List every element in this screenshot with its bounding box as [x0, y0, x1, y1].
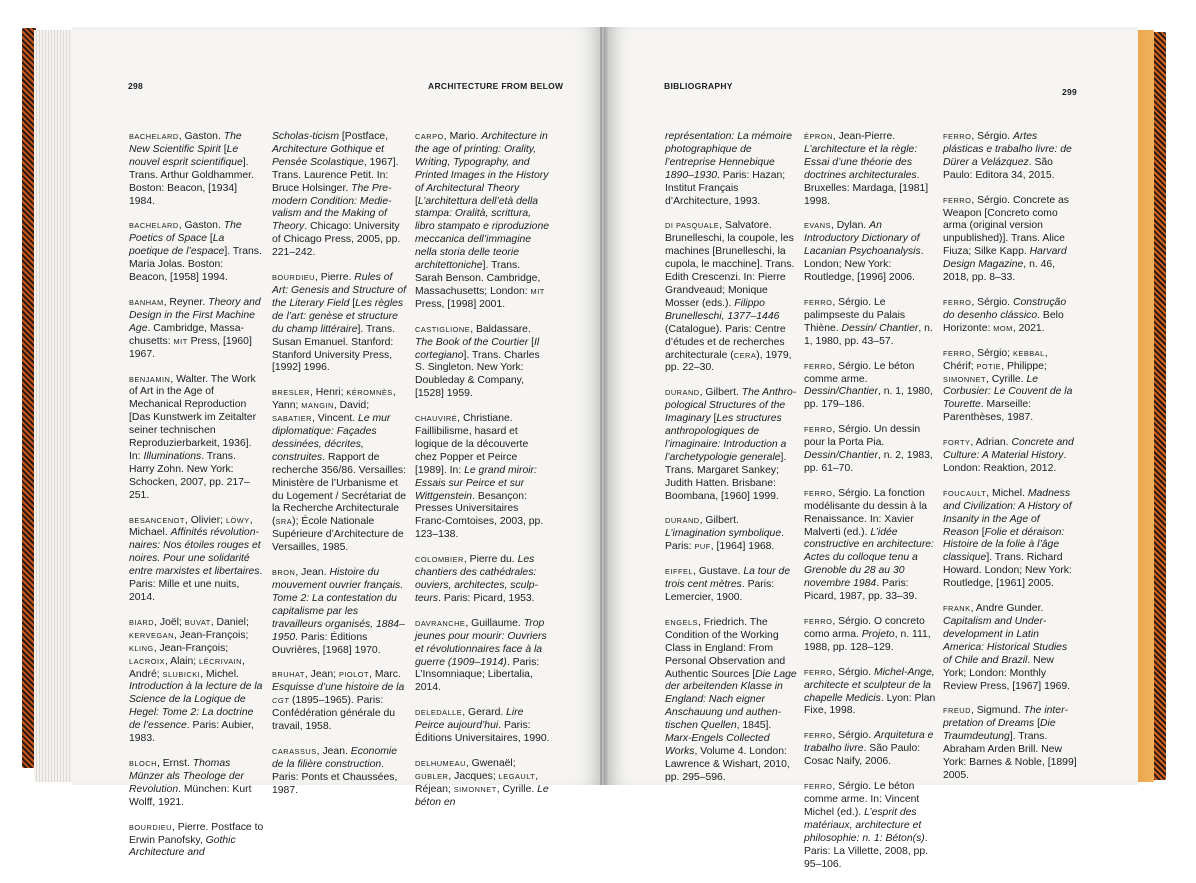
page-number-right: 299 — [1062, 87, 1078, 97]
bibliography-entry: FERRO, Sérgio. Artes plásticas e trabalho livre: de Dürer a Velázquez. São Paulo: Editora 34, 2015. — [943, 131, 1072, 181]
left-column-2 — [272, 131, 407, 810]
bibliography-entry: EVANS, Dylan. An Introductory Dictionary of Lacanian Psychoanalysis. London; New York: Routledge, [1996] 2006. — [804, 220, 924, 284]
bibliography-entry: BRUHAT, Jean; PIOLOT, Marc. Esquisse d’une histoire de la CGT (1895–1965). Paris: Confédération générale du travail, 1958. — [272, 669, 405, 733]
bibliography-entry: DAVRANCHE, Guillaume. Trop jeunes pour mourir: Ouvriers et révolutionnaires face à la guerre (1909–1914). Paris: L’Insomniaque; Libertalia, 2014. — [415, 617, 547, 694]
bibliography-entry: CHAUVIRÉ, Christiane. Faillibilisme, hasard et logique de la découverte chez Popper et Peirce [1989]. In: Le grand miroir: Essais sur Peirce et sur Wittgenstein. Besançon: Presses Universitaires Franc-Comtoises, 2003, pp. 123–138. — [415, 413, 544, 541]
bibliography-entry: BRON, Jean. Histoire du mouvement ouvrier français. Tome 2: La contestation du capitalisme par les travailleurs organisés, 1884–1950. Paris: Éditions Ouvrières, [1968] 1970. — [272, 567, 405, 656]
page-number-left: 298 — [128, 81, 144, 91]
bibliography-entry: BESANCENOT, Olivier; LÖWY, Michael. Affinités révolutionnaires: Nos étoiles rouges et noires. Pour une solidarité entre marxistes et libertaires. Paris: Mille et une nuits, 2014. — [129, 514, 263, 603]
bibliography-entry: BACHELARD, Gaston. The New Scientific Spirit [Le nouvel esprit scientifique]. Trans. Arthur Goldhammer. Boston: Beacon, [1934] 1984. — [129, 131, 254, 207]
bibliography-entry: FORTY, Adrian. Concrete and Culture: A Material History. London: Reaktion, 2012. — [943, 437, 1074, 474]
bibliography-entry: CARASSUS, Jean. Economie de la filière construction. Paris: Ponts et Chaussées, 1987. — [272, 745, 398, 796]
right-column-1 — [665, 131, 800, 797]
running-head-left: ARCHITECTURE FROM BELOW — [428, 81, 564, 91]
bibliography-entry: BLOCH, Ernst. Thomas Münzer als Theologe der Revolution. München: Kurt Wolff, 1921. — [129, 757, 252, 808]
bibliography-entry: BRESLER, Henri; KÉROMNÈS, Yann; MANGIN, David; SABATIER, Vincent. Le mur diplomatique: Façades dessinées, décrites, construites. Rapport de recherche 356/86. Versailles: Ministère de l’Urbanisme et du Logement / Secrétariat de la Recherche Architecturale (SRA); École Nationale Supérieure d’Architecture de Versailles, 1985. — [272, 387, 407, 554]
bibliography-entry: DELHUMEAU, Gwenaël; GUBLER, Jacques; LEGAULT, Réjean; SIMONNET, Cyrille. Le béton en — [415, 757, 549, 808]
bibliography-entry: FERRO, Sérgio; KEBBAL, Chérif; POTIE, Philippe; SIMONNET, Cyrille. Le Corbusier: Le Couvent de la Tourette. Marseille: Parenthèses, 1987. — [943, 347, 1073, 424]
bibliography-entry: FOUCAULT, Michel. Madness and Civilization: A History of Insanity in the Age of Reason [Folie et déraison: Histoire de la folie à l’âge classique]. Trans. Richard Howard. London; New York: Routledge, [1961] 2005. — [943, 487, 1072, 590]
bibliography-entry: FERRO, Sérgio. O concreto como arma. Projeto, n. 111, 1988, pp. 128–129. — [804, 616, 931, 653]
bibliography-entry: DELEDALLE, Gerard. Lire Peirce aujourd’hui. Paris: Éditions Universitaires, 1990. — [415, 707, 550, 745]
bibliography-entry: ÉPRON, Jean-Pierre. L’architecture et la règle: Essai d’une théorie des doctrines architecturales. Bruxelles: Mardaga, [1981] 1998. — [804, 131, 929, 207]
bibliography-entry: BANHAM, Reyner. Theory and Design in the First Machine Age. Cambridge, Massachusetts: MIT Press, [1960] 1967. — [129, 296, 261, 360]
bibliography-entry: FERRO, Sérgio. Le béton comme arme. In: Vincent Michel (ed.). L’esprit des matériaux, architecture et philosophie: n. 1: Béton(s). Paris: La Villette, 2008, pp. 95–106. — [804, 781, 928, 870]
bibliography-entry: FERRO, Sérgio. Le béton comme arme. Dessin/Chantier, n. 1, 1980, pp. 179–186. — [804, 360, 933, 411]
bibliography-entry: DURAND, Gilbert. L’imagination symbolique. Paris: PUF, [1964] 1968. — [665, 515, 784, 553]
running-head-right: BIBLIOGRAPHY — [664, 81, 733, 91]
bibliography-entry: DURAND, Gilbert. The Anthropological Structures of the Imaginary [Les structures anthropologiques de l’imaginaire: Introduction a l’archetypologie generale]. Trans. Margaret Sankey; Judith Hatten. Brisbane: Boombana, [1960] 1999. — [665, 387, 797, 502]
left-column-3 — [415, 131, 550, 822]
bibliography-entry: FRANK, Andre Gunder. Capitalism and Underdevelopment in Latin America: Historical Studies of Chile and Brazil. New York; London: Monthly Review Press, [1967] 1969. — [943, 603, 1071, 692]
bibliography-entry: BACHELARD, Gaston. The Poetics of Space [La poetique de l’espace]. Trans. Maria Jolas. Boston: Beacon, [1958] 1994. — [129, 220, 262, 284]
bibliography-entry: CARPO, Mario. Architecture in the age of printing: Orality, Writing, Typography, and Printed Images in the History of Architectural Theory [L’architettura dell’età della stampa: Oralità, scrittura, libro stampato e riproduzione meccanica dell’immagine nella storia delle teorie architettoniche]. Trans. Sarah Benson. Cambridge, Massachusetts; London: MIT Press, [1998] 2001. — [415, 131, 549, 310]
bibliography-entry: FERRO, Sérgio. Michel-Ange, architecte et sculpteur de la chapelle Medicis. Lyon: Plan Fixe, 1998. — [804, 666, 936, 717]
bibliography-entry: COLOMBIER, Pierre du. Les chantiers des cathédrales: ouviers, architectes, sculpteurs. Paris: Picard, 1953. — [415, 554, 539, 604]
bibliography-entry: FERRO, Sérgio. Un dessin pour la Porta Pia. Dessin/Chantier, n. 2, 1983, pp. 61–70. — [804, 424, 933, 474]
bibliography-entry: DI PASQUALE, Salvatore. Brunelleschi, la coupole, les machines [Brunelleschi, la cupola, le macchine]. Trans. Edith Crescenzi. In: Pierre Grandveaud; Monique Mosser (eds.). Filippo Brunelleschi, 1377–1446 (Catalogue). Paris: Centre d’études et de recherches architecturale (CERA), 1979, pp. 22–30. — [665, 220, 795, 374]
right-column-3 — [943, 131, 1078, 795]
right-column-2 — [804, 131, 939, 883]
left-page — [72, 27, 602, 859]
bibliography-entry: EIFFEL, Gustave. La tour de trois cent mètres. Paris: Lemercier, 1900. — [665, 566, 791, 603]
bibliography-entry: CASTIGLIONE, Baldassare. The Book of the Courtier [Il cortegiano]. Trans. Charles S. Singleton. New York: Doubleday & Company, [1528] 1959. — [415, 323, 540, 400]
bibliography-entry: FERRO, Sérgio. Arquitetura e trabalho livre. São Paulo: Cosac Naify, 2006. — [804, 730, 934, 768]
bibliography-entry: FERRO, Sérgio. Construção do desenho clássico. Belo Horizonte: MOM, 2021. — [943, 296, 1067, 334]
bibliography-entry: ENGELS, Friedrich. The Condition of the Working Class in England: From Personal Observation and Authentic Sources [Die Lage der arbeitenden Klasse in England: Nach eigner Anschauung und authentischen Quellen, 1845]. Marx-Engels Collected Works, Volume 4. London: Lawrence & Wishart, 2010, pp. 295–596. — [665, 616, 797, 783]
bibliography-entry: BIARD, Joël; BUVAT, Daniel; KERVEGAN, Jean-François; KLING, Jean-François; LACROIX, Alain; LÉCRIVAIN, André; SLUBICKI, Michel. Introduction à la lecture de la Science de la Logique de Hegel: Tome 2: La doctrine de l’essence. Paris: Aubier, 1983. — [129, 616, 263, 745]
bibliography-entry: FERRO, Sérgio. Le palimpseste du Palais Thiène. Dessin/ Chantier, n. 1, 1980, pp. 43–57. — [804, 296, 933, 347]
bibliography-entry: BENJAMIN, Walter. The Work of Art in the Age of Mechanical Reproduction [Das Kunstwerk im Zeitalter seiner technischen Reproduzierbarkeit, 1936]. In: Illuminations. Trans. Harry Zohn. New York: Schocken, 2007, pp. 217–251. — [129, 373, 257, 501]
bibliography-entry: BOURDIEU, Pierre. Rules of Art: Genesis and Structure of the Literary Field [Les règles de l’art: genèse et structure du champ littéraire]. Trans. Susan Emanuel. Stanford: Stanford University Press, [1992] 1996. — [272, 272, 406, 374]
bibliography-entry: représentation: La mémoire photographique de l’entreprise Hennebique 1890–1930. Paris: Hazan; Institut Français d’Architecture, 1993. — [665, 131, 793, 207]
bibliography-entry: Scholas-ticism [Postface, Architecture Gothique et Pensée Scolastique, 1967]. Trans. Laurence Petit. In: Bruce Holsinger. The Premodern Condition: Medievalism and the Making of Theory. Chicago: University of Chicago Press, 2005, pp. 221–242. — [272, 131, 401, 259]
bibliography-entry: BOURDIEU, Pierre. Postface to Erwin Panofsky, Gothic Architecture and — [129, 821, 264, 859]
bibliography-entry: FREUD, Sigmund. The interpretation of Dreams [Die Traumdeutung]. Trans. Abraham Arden Brill. New York: Barnes & Noble, [1899] 2005. — [943, 705, 1077, 781]
bibliography-entry: FERRO, Sérgio. Concrete as Weapon [Concreto como arma (original version unpublished)]. Trans. Alice Fiuza; Silke Kapp. Harvard Design Magazine, n. 46, 2018, pp. 8–33. — [943, 194, 1069, 284]
bibliography-entry: FERRO, Sérgio. La fonction modélisante du dessin à la Renaissance. In: Xavier Malverti (ed.). L’idée constructive en architecture: Actes du colloque tenu a Grenoble du 28 au 30 novembre 1984. Paris: Picard, 1987, pp. 33–39. — [804, 487, 934, 603]
right-page — [608, 27, 1138, 870]
left-column-1 — [129, 131, 264, 872]
